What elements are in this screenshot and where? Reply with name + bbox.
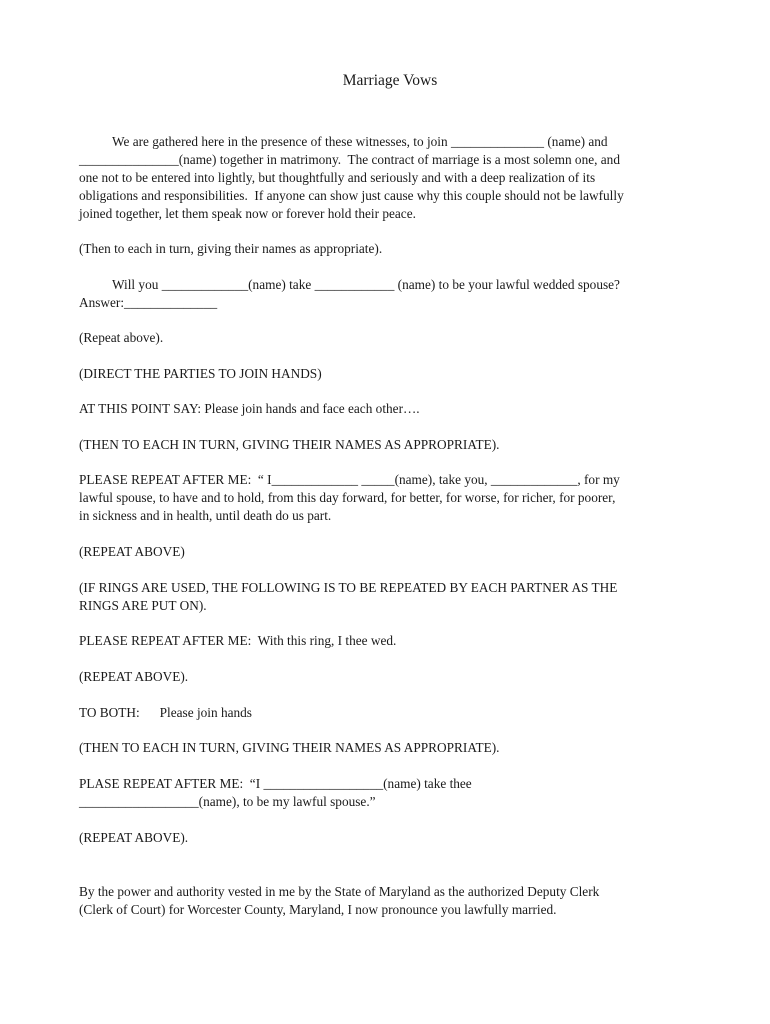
pronouncement-paragraph — [79, 883, 719, 919]
text-line: one not to be entered into lightly, but thoughtfully and seriously and with a deep realization of its — [79, 170, 596, 185]
vow-paragraph — [79, 775, 719, 811]
text-line: __________________(name), to be my lawful spouse.” — [79, 794, 376, 809]
instruction-paragraph — [79, 400, 719, 418]
text-line: in sickness and in health, until death do us part. — [79, 508, 332, 523]
instruction-paragraph — [79, 739, 719, 757]
text-line: (Clerk of Court) for Worcester County, Maryland, I now pronounce you lawfully married. — [79, 902, 557, 917]
text-line: obligations and responsibilities. If anyone can show just cause why this couple should not be lawfully — [79, 188, 624, 203]
text-line: RINGS ARE PUT ON). — [79, 598, 207, 613]
text-line: (REPEAT ABOVE) — [79, 544, 185, 559]
text-line: AT THIS POINT SAY: Please join hands and face each other…. — [79, 401, 420, 416]
document-title: Marriage Vows — [342, 72, 438, 89]
text-line: TO BOTH: Please join hands — [79, 705, 252, 720]
vow-paragraph — [79, 471, 719, 525]
text-line: _______________(name) together in matrimony. The contract of marriage is a most solemn one, and — [79, 152, 620, 167]
text-line: By the power and authority vested in me by the State of Maryland as the authorized Deputy Clerk — [79, 884, 600, 899]
instruction-paragraph — [79, 829, 719, 847]
text-line: (Then to each in turn, giving their names as appropriate). — [79, 241, 383, 256]
text-line: lawful spouse, to have and to hold, from this day forward, for better, for worse, for richer, for poorer, — [79, 490, 616, 505]
opening-paragraph — [79, 133, 719, 223]
instruction-paragraph — [79, 365, 719, 383]
text-line: (THEN TO EACH IN TURN, GIVING THEIR NAMES AS APPROPRIATE). — [79, 740, 500, 755]
instruction-paragraph — [79, 543, 719, 561]
text-line: PLASE REPEAT AFTER ME: “I __________________(name) take thee — [79, 776, 472, 791]
instruction-paragraph — [79, 704, 719, 722]
text-line: Answer:______________ — [79, 295, 218, 310]
instruction-paragraph — [79, 329, 719, 347]
text-line: (IF RINGS ARE USED, THE FOLLOWING IS TO BE REPEATED BY EACH PARTNER AS THE — [79, 580, 618, 595]
instruction-paragraph — [79, 668, 719, 686]
instruction-paragraph — [79, 240, 719, 258]
text-line: (DIRECT THE PARTIES TO JOIN HANDS) — [79, 366, 322, 381]
question-paragraph — [79, 276, 719, 312]
text-line: PLEASE REPEAT AFTER ME: With this ring, I thee wed. — [79, 633, 397, 648]
ring-vow-paragraph — [79, 632, 719, 650]
text-line: Will you _____________(name) take ____________ (name) to be your lawful wedded spouse? — [79, 277, 620, 292]
text-line: joined together, let them speak now or forever hold their peace. — [79, 206, 416, 221]
text-line: We are gathered here in the presence of these witnesses, to join ______________ (name) and — [79, 134, 608, 149]
text-line: (THEN TO EACH IN TURN, GIVING THEIR NAMES AS APPROPRIATE). — [79, 437, 500, 452]
instruction-paragraph — [79, 579, 719, 615]
text-line: (Repeat above). — [79, 330, 164, 345]
instruction-paragraph — [79, 436, 719, 454]
text-line: (REPEAT ABOVE). — [79, 830, 189, 845]
text-line: (REPEAT ABOVE). — [79, 669, 189, 684]
text-line: PLEASE REPEAT AFTER ME: “ I_____________ _____(name), take you, _____________, for my — [79, 472, 620, 487]
